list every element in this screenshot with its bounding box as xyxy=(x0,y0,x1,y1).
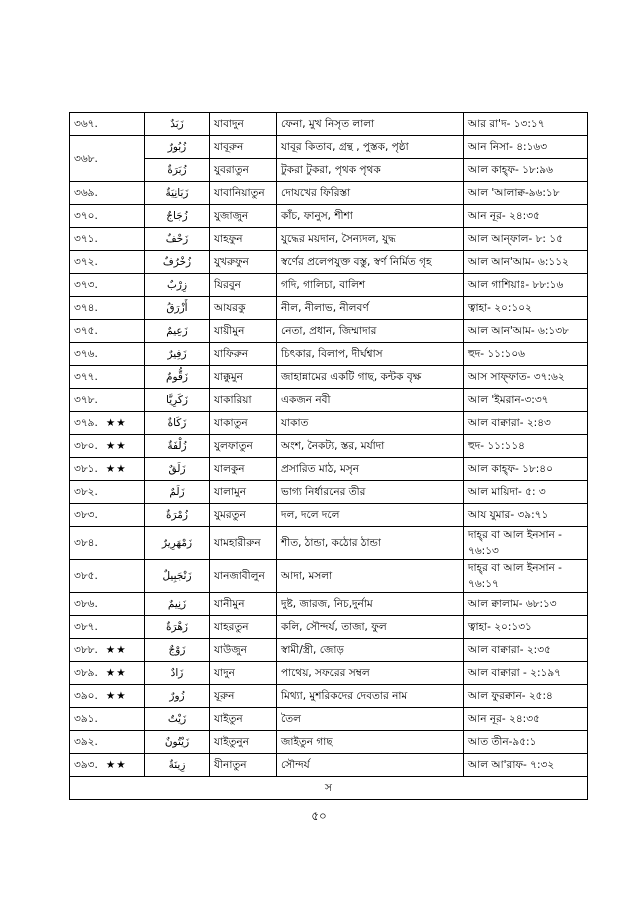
entry-number: ৩৬৭. xyxy=(74,118,98,130)
entry-number-cell xyxy=(70,182,145,205)
quran-reference: আর রা'দ- ১৩:১৭ xyxy=(464,113,588,136)
quran-reference: হুদ- ১১:১০৬ xyxy=(464,343,588,366)
meaning: তৈল xyxy=(277,708,464,731)
entry-number: ৩৭১. xyxy=(74,233,98,245)
entry-number: ৩৮৮. xyxy=(74,644,98,656)
table-row xyxy=(70,616,588,639)
entry-number: ৩৮৫. xyxy=(74,570,98,582)
meaning: যাবূর কিতাব, গ্রন্থ , পুস্তক, পৃষ্ঠা xyxy=(277,136,464,159)
entry-number-cell xyxy=(70,320,145,343)
quran-reference: আস সাফ্ফাত- ৩৭:৬২ xyxy=(464,366,588,389)
arabic-word: زِينَةٌ xyxy=(145,754,210,777)
entry-number-cell xyxy=(70,639,145,662)
entry-number-cell xyxy=(70,274,145,297)
transliteration: যিরবুন xyxy=(210,274,277,297)
arabic-word: زَبَانِيَةٌ xyxy=(145,182,210,205)
entry-number-cell xyxy=(70,708,145,731)
entry-number: ৩৯১. xyxy=(74,713,98,725)
table-row xyxy=(70,593,588,616)
quran-reference: আন নিসা- ৪:১৬৩ xyxy=(464,136,588,159)
quran-reference: আল বাক্বারা - ২:১৯৭ xyxy=(464,662,588,685)
entry-number: ৩৮২. xyxy=(74,486,98,498)
quran-reference: আল কাহ্ফ- ১৮:৯৬ xyxy=(464,159,588,182)
quran-reference: আল কাহ্ফ- ১৮:৪০ xyxy=(464,458,588,481)
meaning: জাইতুন গাছ xyxy=(277,731,464,754)
entry-number-cell xyxy=(70,343,145,366)
entry-number: ৩৭৮. xyxy=(74,394,98,406)
arabic-word: زَمْهَرِيرٌ xyxy=(145,527,210,560)
arabic-word: أَزْرَقُ xyxy=(145,297,210,320)
arabic-word: زَحْفٌ xyxy=(145,228,210,251)
page-number: ৫০ xyxy=(311,809,327,823)
quran-reference: আল ফুরক্বান- ২৫:৪ xyxy=(464,685,588,708)
transliteration: যীনাতুন xyxy=(210,754,277,777)
quran-reference: আয যুমার- ৩৯:৭১ xyxy=(464,504,588,527)
transliteration: যাবাদুন xyxy=(210,113,277,136)
arabic-word: زَبَدٌ xyxy=(145,113,210,136)
meaning: যুদ্ধের ময়দান, সৈন্যদল, যুদ্ধ xyxy=(277,228,464,251)
meaning: নীল, নীলাভ, নীলবর্ণ xyxy=(277,297,464,320)
entry-number: ৩৭০. xyxy=(74,210,98,222)
quran-reference: আল বাক্বারা- ২:৪৩ xyxy=(464,412,588,435)
transliteration: যালকুন xyxy=(210,458,277,481)
table-row xyxy=(70,481,588,504)
meaning: স্বর্ণের প্রলেপযুক্ত বস্তু, স্বর্ণ নির্মিত গৃহ xyxy=(277,251,464,274)
entry-number: ৩৮১. xyxy=(74,463,98,475)
entry-number: ৩৮৭. xyxy=(74,621,98,633)
table-row xyxy=(70,458,588,481)
quran-reference: আল আন্ফাল- ৮: ১৫ xyxy=(464,228,588,251)
vocabulary-table xyxy=(69,112,588,800)
transliteration: যানজাবীলুন xyxy=(210,560,277,593)
table-row xyxy=(70,205,588,228)
quran-reference: ত্বাহা- ২০:১৩১ xyxy=(464,616,588,639)
transliteration: যাইতুনুন xyxy=(210,731,277,754)
arabic-word: زُمْرَةٌ xyxy=(145,504,210,527)
entry-number-cell xyxy=(70,560,145,593)
important-marker: ★★ xyxy=(105,667,127,679)
meaning: কলি, সৌন্দর্য, তাজা, ফুল xyxy=(277,616,464,639)
meaning: চিৎকার, বিলাপ, দীর্ঘশ্বাস xyxy=(277,343,464,366)
entry-number-cell xyxy=(70,389,145,412)
important-marker: ★★ xyxy=(105,644,127,656)
quran-reference: আল আ'রাফ- ৭:৩২ xyxy=(464,754,588,777)
quran-reference: আল মায়িদা- ৫: ৩ xyxy=(464,481,588,504)
entry-number-cell xyxy=(70,412,145,435)
entry-number: ৩৭৪. xyxy=(74,302,98,314)
table-row xyxy=(70,504,588,527)
quran-reference: দাহ্‌র বা আল ইনসান - ৭৬:১৭ xyxy=(464,560,588,593)
transliteration: যাকারিয়া xyxy=(210,389,277,412)
entry-number: ৩৭৭. xyxy=(74,371,98,383)
entry-number-cell xyxy=(70,458,145,481)
table-row xyxy=(70,159,588,182)
entry-number: ৩৮৬. xyxy=(74,598,98,610)
table-row xyxy=(70,754,588,777)
entry-number-cell xyxy=(70,754,145,777)
table-row xyxy=(70,708,588,731)
meaning: গদি, গালিচা, বালিশ xyxy=(277,274,464,297)
meaning: একজন নবী xyxy=(277,389,464,412)
quran-reference: আন নূর- ২৪:৩৫ xyxy=(464,205,588,228)
entry-number-cell xyxy=(70,662,145,685)
entry-number: ৩৭৫. xyxy=(74,325,98,337)
transliteration: যালামুন xyxy=(210,481,277,504)
entry-number: ৩৭৬. xyxy=(74,348,98,360)
arabic-word: زُلْفَةٌ xyxy=(145,435,210,458)
entry-number-cell xyxy=(70,297,145,320)
quran-reference: আল গাশিয়াঃ- ৮৮:১৬ xyxy=(464,274,588,297)
entry-number: ৩৮৪. xyxy=(74,537,98,549)
arabic-word: زَنِيمٌ xyxy=(145,593,210,616)
entry-number: ৩৮৩. xyxy=(74,509,98,521)
table-row xyxy=(70,639,588,662)
section-letter: স xyxy=(70,777,588,800)
meaning: দুষ্ট, জারজ, নিচ,দুর্নাম xyxy=(277,593,464,616)
arabic-word: زَعِيمٌ xyxy=(145,320,210,343)
arabic-word: زَهْرَةٌ xyxy=(145,616,210,639)
entry-number-cell xyxy=(70,205,145,228)
entry-number-cell xyxy=(70,435,145,458)
table-row xyxy=(70,320,588,343)
entry-number-cell xyxy=(70,136,145,182)
arabic-word: زُورٌ xyxy=(145,685,210,708)
arabic-word: زُبُورٌ xyxy=(145,136,210,159)
table-row xyxy=(70,527,588,560)
entry-number-cell xyxy=(70,593,145,616)
transliteration: যায়ীমুন xyxy=(210,320,277,343)
entry-number-cell xyxy=(70,113,145,136)
quran-reference: আল 'আলাক্ব-৯৬:১৮ xyxy=(464,182,588,205)
table-row xyxy=(70,685,588,708)
transliteration: যাক্কুমুন xyxy=(210,366,277,389)
transliteration: যূরুন xyxy=(210,685,277,708)
entry-number-cell xyxy=(70,616,145,639)
entry-number-cell xyxy=(70,504,145,527)
table-row xyxy=(70,136,588,159)
meaning: দোযখের ফিরিস্তা xyxy=(277,182,464,205)
entry-number-cell xyxy=(70,228,145,251)
vocabulary-table-body xyxy=(70,113,588,800)
transliteration: যাহরতুন xyxy=(210,616,277,639)
table-row xyxy=(70,297,588,320)
quran-reference: আন নূর- ২৪:৩৫ xyxy=(464,708,588,731)
table-row xyxy=(70,662,588,685)
transliteration: যুবরাতুন xyxy=(210,159,277,182)
entry-number: ৩৬৯. xyxy=(74,187,98,199)
quran-reference: ত্বাহা- ২০:১০২ xyxy=(464,297,588,320)
table-row xyxy=(70,228,588,251)
meaning: নেতা, প্রধান, জিম্মাদার xyxy=(277,320,464,343)
entry-number: ৩৭৩. xyxy=(74,279,98,291)
entry-number-cell xyxy=(70,685,145,708)
entry-number: ৩৭২. xyxy=(74,256,98,268)
arabic-word: زَيْتٌ xyxy=(145,708,210,731)
arabic-word: زَادٌ xyxy=(145,662,210,685)
section-footer-row xyxy=(70,777,588,800)
arabic-word: زَلَقٌ xyxy=(145,458,210,481)
transliteration: যাকাতুন xyxy=(210,412,277,435)
entry-number-cell xyxy=(70,481,145,504)
entry-number-cell xyxy=(70,251,145,274)
transliteration: আযরকু xyxy=(210,297,277,320)
quran-reference: আল আন'আম- ৬:১৩৮ xyxy=(464,320,588,343)
transliteration: যাবূরুন xyxy=(210,136,277,159)
table-row xyxy=(70,251,588,274)
meaning: যাকাত xyxy=(277,412,464,435)
meaning: শীত, ঠান্ডা, কঠোর ঠান্ডা xyxy=(277,527,464,560)
entry-number: ৩৯০. xyxy=(74,690,98,702)
meaning: অংশ, নৈকট্য, স্তর, মর্যাদা xyxy=(277,435,464,458)
quran-reference: আল বাক্বারা- ২:৩৫ xyxy=(464,639,588,662)
arabic-word: زَكَاةٌ xyxy=(145,412,210,435)
transliteration: যাইতুন xyxy=(210,708,277,731)
transliteration: যাহফুন xyxy=(210,228,277,251)
quran-reference: আল ক্বালাম- ৬৮:১৩ xyxy=(464,593,588,616)
entry-number-cell xyxy=(70,731,145,754)
quran-reference: দাহ্‌র বা আল ইনসান - ৭৬:১৩ xyxy=(464,527,588,560)
arabic-word: زِرْبٌ xyxy=(145,274,210,297)
meaning: ফেনা, মুখ নিসৃত লালা xyxy=(277,113,464,136)
table-row xyxy=(70,412,588,435)
meaning: সৌন্দর্য xyxy=(277,754,464,777)
entry-number: ৩৮০. xyxy=(74,440,98,452)
table-row xyxy=(70,343,588,366)
important-marker: ★★ xyxy=(105,759,127,771)
entry-number-cell xyxy=(70,527,145,560)
transliteration: যুখরুফুন xyxy=(210,251,277,274)
transliteration: যুলফাতুন xyxy=(210,435,277,458)
transliteration: যানীমুন xyxy=(210,593,277,616)
transliteration: যামহারীরুন xyxy=(210,527,277,560)
arabic-word: زُخْرُفٌ xyxy=(145,251,210,274)
transliteration: যাউজুন xyxy=(210,639,277,662)
quran-reference: আত তীন-৯৫:১ xyxy=(464,731,588,754)
arabic-word: زَقُّومٌ xyxy=(145,366,210,389)
transliteration: যাদুন xyxy=(210,662,277,685)
quran-reference: হুদ- ১১:১১৪ xyxy=(464,435,588,458)
important-marker: ★★ xyxy=(105,463,127,475)
entry-number-cell xyxy=(70,366,145,389)
arabic-word: زَنْجَبِيلٌ xyxy=(145,560,210,593)
entry-number: ৩৮৯. xyxy=(74,667,98,679)
table-row xyxy=(70,113,588,136)
quran-reference: আল 'ইমরান-৩:৩৭ xyxy=(464,389,588,412)
table-row xyxy=(70,274,588,297)
important-marker: ★★ xyxy=(105,690,127,702)
table-row xyxy=(70,389,588,412)
arabic-word: زَيْتُونٌ xyxy=(145,731,210,754)
table-row xyxy=(70,366,588,389)
meaning: ভাগ্য নির্ধারনের তীর xyxy=(277,481,464,504)
important-marker: ★★ xyxy=(105,440,127,452)
table-row xyxy=(70,435,588,458)
transliteration: যুজাজুন xyxy=(210,205,277,228)
transliteration: যুমরতুন xyxy=(210,504,277,527)
meaning: জাহান্নামের একটি গাছ, কন্টক বৃক্ষ xyxy=(277,366,464,389)
meaning: টুকরা টুকরা, পৃথক পৃথক xyxy=(277,159,464,182)
arabic-word: زُبَرَةٌ xyxy=(145,159,210,182)
arabic-word: زَكَرِيَّا xyxy=(145,389,210,412)
arabic-word: زَلَمٌ xyxy=(145,481,210,504)
arabic-word: زَوْجٌ xyxy=(145,639,210,662)
arabic-word: زَفِيرٌ xyxy=(145,343,210,366)
meaning: দল, দলে দলে xyxy=(277,504,464,527)
entry-number: ৩৭৯. xyxy=(74,417,98,429)
entry-number: ৩৬৮. xyxy=(74,152,98,165)
meaning: পাথেয়, সফরের সম্বল xyxy=(277,662,464,685)
table-row xyxy=(70,731,588,754)
meaning: মিথ্যা, মুশরিকদের দেবতার নাম xyxy=(277,685,464,708)
arabic-word: زُجَاجٌ xyxy=(145,205,210,228)
meaning: প্রসারিত মাঠ, মসৃন xyxy=(277,458,464,481)
meaning: স্বামী/স্ত্রী, জোড় xyxy=(277,639,464,662)
transliteration: যাবানিয়াতুন xyxy=(210,182,277,205)
table-row xyxy=(70,182,588,205)
important-marker: ★★ xyxy=(105,417,127,429)
meaning: কাঁচ, ফানুস, শীশা xyxy=(277,205,464,228)
entry-number: ৩৯২. xyxy=(74,736,98,748)
table-row xyxy=(70,560,588,593)
meaning: আদা, মসলা xyxy=(277,560,464,593)
entry-number: ৩৯৩. xyxy=(74,759,98,771)
quran-reference: আল আন'আম- ৬:১১২ xyxy=(464,251,588,274)
transliteration: যাফিরুন xyxy=(210,343,277,366)
